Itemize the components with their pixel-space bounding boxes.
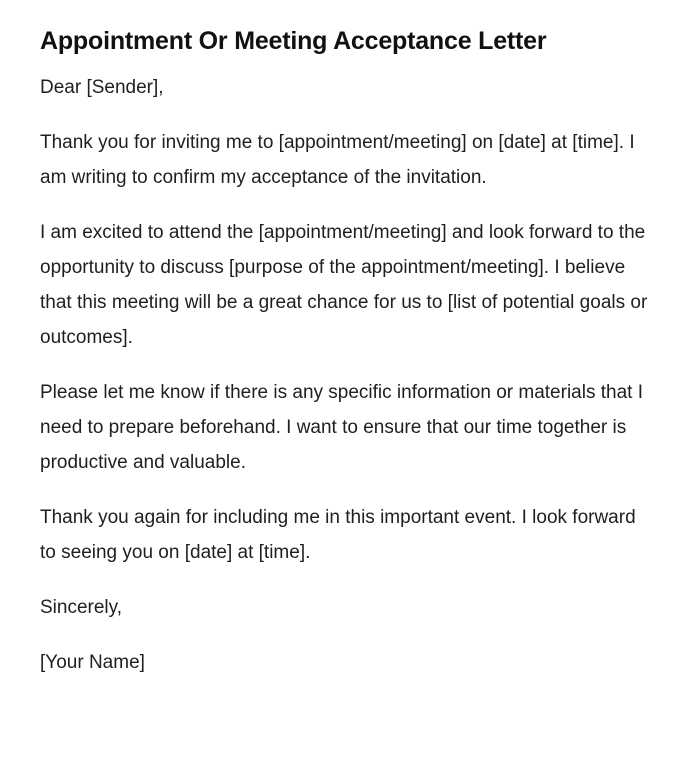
body-paragraph-1: Thank you for inviting me to [appointment/meeting] on [date] at [time]. I am writing to confirm my acceptance of the invitation.: [40, 132, 635, 188]
body-paragraph-2: I am excited to attend the [appointment/meeting] and look forward to the opportunity to discuss [purpose of the appointment/meeting]. I believe that this meeting will be a great chance for us to [list of potential goals or outcomes].: [40, 222, 648, 348]
letter-document: [40, 24, 650, 680]
salutation: Dear [Sender],: [40, 77, 164, 98]
signature: [Your Name]: [40, 652, 145, 673]
letter-title: Appointment Or Meeting Acceptance Letter: [40, 27, 547, 55]
body-paragraph-4: Thank you again for including me in this important event. I look forward to seeing you on [date] at [time].: [40, 507, 636, 563]
body-paragraph-3: Please let me know if there is any specific information or materials that I need to prepare beforehand. I want to ensure that our time together is productive and valuable.: [40, 382, 643, 473]
closing: Sincerely,: [40, 597, 123, 618]
